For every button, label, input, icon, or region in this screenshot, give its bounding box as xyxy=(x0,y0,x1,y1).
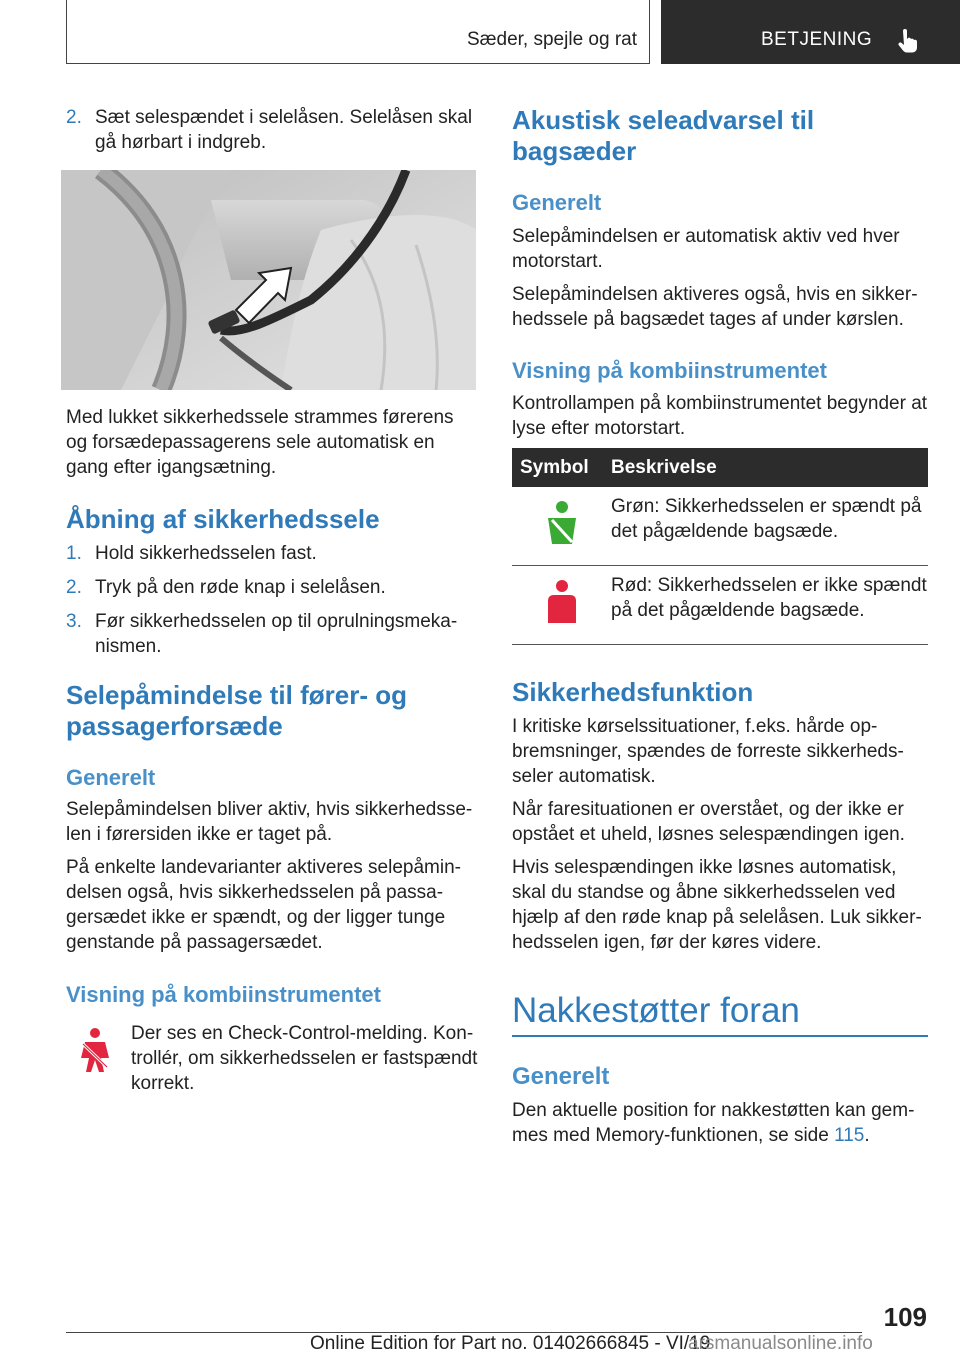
symbol-table xyxy=(512,448,928,645)
headrest-text-end: . xyxy=(864,1125,870,1146)
step-number: 2. xyxy=(66,107,82,128)
headrest-text xyxy=(512,1098,928,1156)
column-header-description: Beskrivelse xyxy=(603,448,928,487)
headrest-text-body: Den aktuelle position for nakkestøtten kan gemmes med Memory-funktionen, se side xyxy=(512,1100,915,1146)
paragraph: I kritiske kørselssituationer, f.eks. hårde opbremsninger, spændes de forreste sikkerhedsseler automatisk. xyxy=(512,716,904,787)
page-link-115[interactable]: 115 xyxy=(834,1125,865,1146)
step-text: Hold sikkerhedsselen fast. xyxy=(95,543,317,564)
list-item xyxy=(66,105,476,155)
watermark-text: arsmanualsonline.info xyxy=(688,1333,873,1354)
paragraph: Selepåmindelsen er automatisk aktiv ved hver motorstart. xyxy=(512,226,900,272)
list-item xyxy=(66,541,476,566)
display-right-text xyxy=(512,391,928,449)
step-2 xyxy=(66,105,476,164)
general-left-text xyxy=(66,797,476,963)
display-left-text xyxy=(131,1021,479,1104)
safety-text xyxy=(512,714,928,963)
description-cell: Rød: Sikkerhedsselen er ikke spændt på det pågældende bagsæde. xyxy=(603,566,928,645)
symbol-cell xyxy=(512,487,603,566)
reminder-heading: Selepåmindelse til fører- og passagerforsæde xyxy=(66,680,407,741)
safety-function-heading: Sikkerhedsfunktion xyxy=(512,677,754,707)
header-chapter-title: BETJENING xyxy=(761,29,873,50)
paragraph: Selepåmindelsen bliver aktiv, hvis sikkerhedsselen i førersiden ikke er taget på. xyxy=(66,799,473,845)
paragraph: Når faresituationen er overstået, og der ikke er opstået et uheld, løsnes selespændingen igen. xyxy=(512,799,905,845)
general-heading-headrest: Generelt xyxy=(512,1063,610,1090)
paragraph: På enkelte landevarianter aktiveres selepåmindelsen også, hvis sikkerhedsselen på passagersædet ikke er spændt, og der ligger tunge genstande på passagersædet. xyxy=(66,857,461,953)
step-text: Sæt selespændet i selelåsen. Selelåsen skal gå hørbart i indgreb. xyxy=(95,107,473,153)
edition-text: Online Edition for Part no. 01402666845 - VI/19 xyxy=(310,1333,711,1354)
open-seatbelt-heading: Åbning af sikkerhedssele xyxy=(66,504,380,534)
general-heading-left: Generelt xyxy=(66,765,156,790)
pointing-hand-icon xyxy=(897,29,919,53)
header-section-title: Sæder, spejle og rat xyxy=(466,29,637,50)
description-cell: Grøn: Sikkerhedsselen er spændt på det pågældende bagsæde. xyxy=(603,487,928,566)
table-header-row xyxy=(512,448,928,487)
symbol-cell xyxy=(512,566,603,645)
list-item xyxy=(66,575,476,600)
open-steps-list xyxy=(66,541,476,668)
after-photo-text xyxy=(66,405,476,488)
general-right-text xyxy=(512,224,928,340)
paragraph: Selepåmindelsen aktiveres også, hvis en sikkerhedssele på bagsædet tages af under kørslen. xyxy=(512,284,918,330)
green-seatbelt-icon xyxy=(542,500,582,550)
paragraph: Kontrollampen på kombiinstrumentet begynder at lyse efter motorstart. xyxy=(512,393,928,439)
general-heading-right: Generelt xyxy=(512,190,602,215)
paragraph: Hvis selespændingen ikke løsnes automatisk, skal du standse og åbne sikkerhedsselen ved hjælp af den røde knap på selelåsen. Luk sikkerhedsselen igen, før der køres videre. xyxy=(512,857,922,953)
table-row xyxy=(512,487,928,566)
display-heading-left: Visning på kombiinstrumentet xyxy=(66,982,381,1007)
red-passenger-icon xyxy=(542,579,582,629)
rear-seat-heading: Akustisk seleadvarsel til bagsæder xyxy=(512,105,815,166)
step-number: 2. xyxy=(66,577,82,598)
paragraph: Med lukket sikkerhedssele strammes førerens og forsædepassagerens sele automatisk en gang efter igangsætning. xyxy=(66,407,454,478)
table-row xyxy=(512,566,928,645)
seatbelt-warning-icon xyxy=(73,1027,117,1077)
headrest-heading: Nakkestøtter foran xyxy=(512,991,800,1030)
header-section-box xyxy=(66,0,650,64)
step-number: 3. xyxy=(66,611,82,632)
headrest-heading-rule xyxy=(512,1035,928,1037)
step-text: Tryk på den røde knap i selelåsen. xyxy=(95,577,386,598)
step-text: Før sikkerhedsselen op til oprulningsmekanismen. xyxy=(95,611,458,657)
display-heading-right: Visning på kombiinstrumentet xyxy=(512,358,827,383)
column-header-symbol: Symbol xyxy=(512,448,603,487)
paragraph: Der ses en Check-Control-melding. Kontrollér, om sikkerhedsselen er fastspændt korrekt. xyxy=(131,1023,478,1094)
page-number: 109 xyxy=(883,1302,927,1332)
paragraph xyxy=(512,1098,928,1148)
step-number: 1. xyxy=(66,543,82,564)
list-item xyxy=(66,609,476,659)
seatbelt-buckle-photo xyxy=(61,170,476,390)
